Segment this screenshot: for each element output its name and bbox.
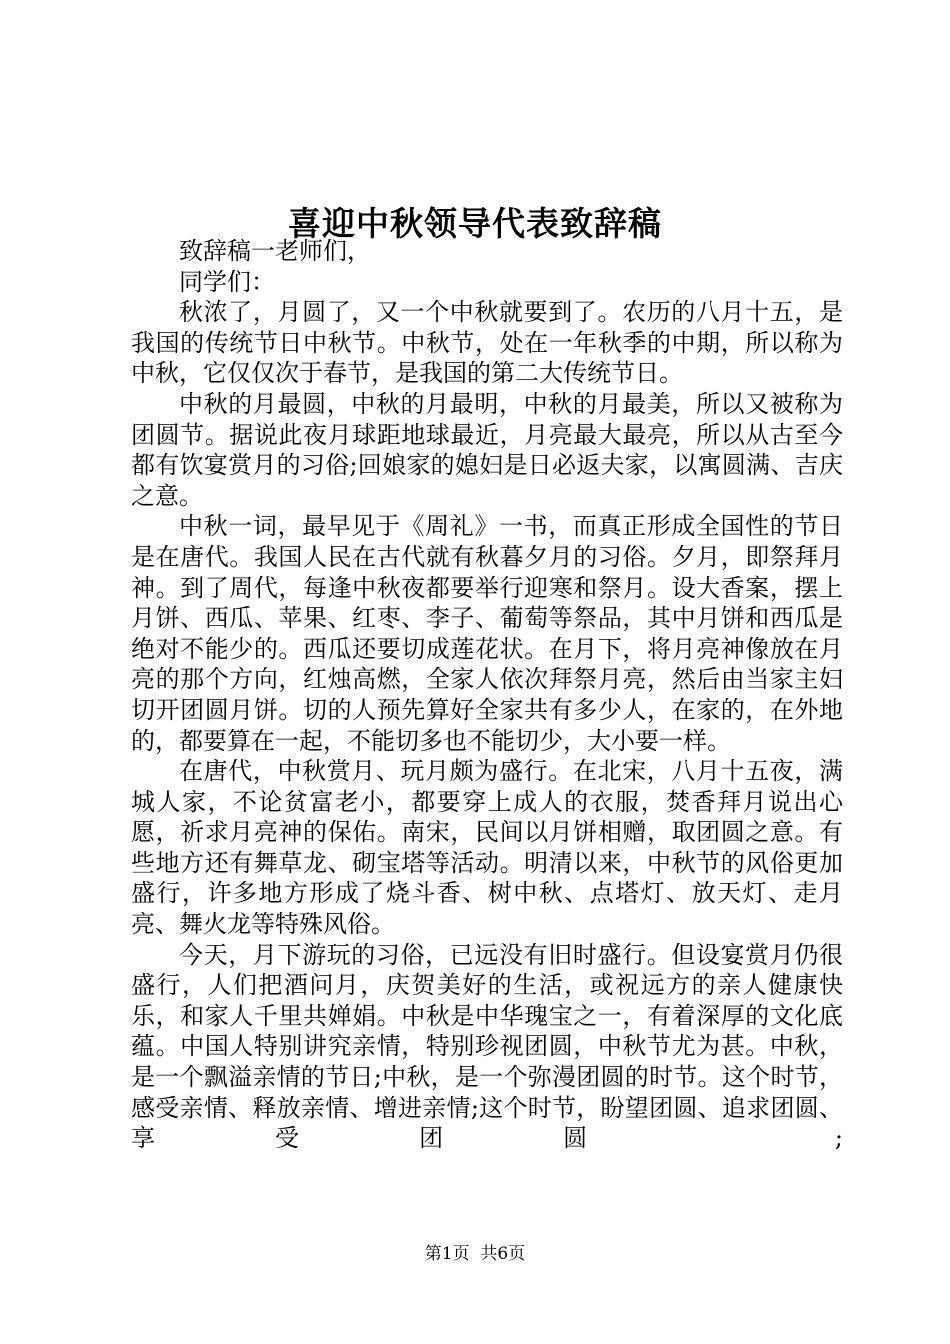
document-title: 喜迎中秋领导代表致辞稿 [288, 204, 662, 244]
paragraph-intro: 秋浓了，月圆了，又一个中秋就要到了。农历的八月十五，是我国的传统节日中秋节。中秋节，处在一年秋季的中期，所以称为中秋，它仅仅次于春节，是我国的第二大传统节日。 [131, 298, 843, 388]
page-number-label: 第1页 共6页 [424, 1244, 526, 1264]
document-body [131, 236, 843, 1154]
paragraph-today: 今天，月下游玩的习俗，已远没有旧时盛行。但设宴赏月仍很盛行，人们把酒问月，庆贺美好的生活，或祝远方的亲人健康快乐，和家人千里共婵娟。中秋是中华瑰宝之一，有着深厚的文化底蕴。中国人特别讲究亲情，特别珍视团圆，中秋节尤为甚。中秋，是一个飘溢亲情的节日;中秋，是一个弥漫团圆的时节。这个时节，感受亲情、释放亲情、增进亲情;这个时节，盼望团圆、追求团圆、享受团圆 ; [131, 940, 843, 1153]
paragraph-customs: 在唐代，中秋赏月、玩月颇为盛行。在北宋，八月十五夜，满城人家，不论贫富老小，都要穿上成人的衣服，焚香拜月说出心愿，祈求月亮神的保佑。南宋，民间以月饼相赠，取团圆之意。有些地方还有舞草龙、砌宝塔等活动。明清以来，中秋节的风俗更加盛行，许多地方形成了烧斗香、树中秋、点塔灯、放天灯、走月亮、舞火龙等特殊风俗。 [131, 757, 843, 939]
paragraph-reunion-festival: 中秋的月最圆，中秋的月最明，中秋的月最美，所以又被称为团圆节。据说此夜月球距地球最近，月亮最大最亮，所以从古至今都有饮宴赏月的习俗;回娘家的媳妇是日必返夫家，以寓圆满、吉庆之意。 [131, 389, 843, 510]
paragraph-history: 中秋一词，最早见于《周礼》一书，而真正形成全国性的节日是在唐代。我国人民在古代就有秋暮夕月的习俗。夕月，即祭拜月神。到了周代，每逢中秋夜都要举行迎寒和祭月。设大香案，摆上月饼、西瓜、苹果、红枣、李子、葡萄等祭品，其中月饼和西瓜是绝对不能少的。西瓜还要切成莲花状。在月下，将月亮神像放在月亮的那个方向，红烛高燃，全家人依次拜祭月亮，然后由当家主妇切开团圆月饼。切的人预先算好全家共有多少人，在家的，在外地的，都要算在一起，不能切多也不能切少，大小要一样。 [131, 512, 843, 755]
paragraph-salutation-2: 同学们： [179, 267, 275, 296]
page-footer [0, 1243, 950, 1265]
paragraph-salutation-1: 致辞稿一老师们， [179, 237, 371, 265]
